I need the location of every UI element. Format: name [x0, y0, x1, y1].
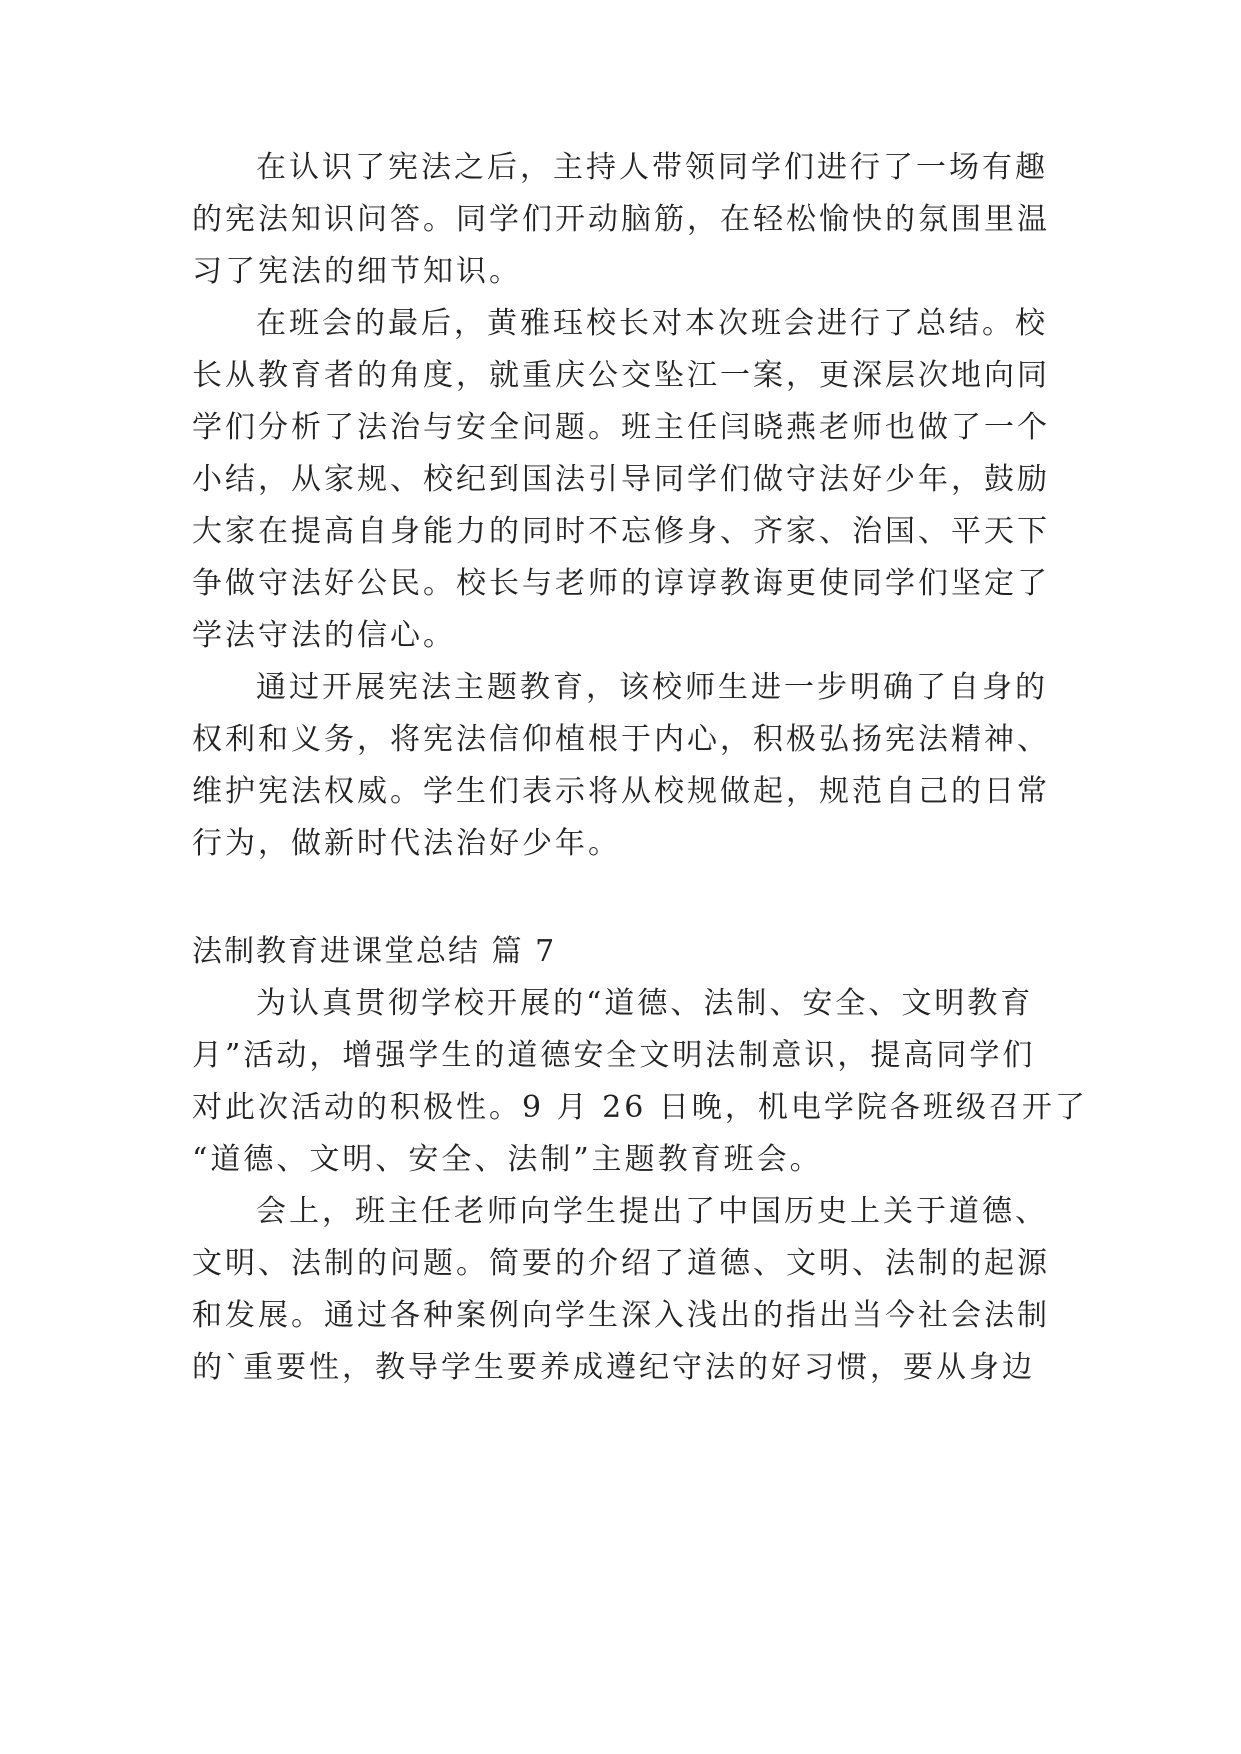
- paragraph-2-line-3: 学们分析了法治与安全问题。班主任闫晓燕老师也做了一个: [192, 410, 1050, 445]
- section-paragraph-1-line-3: 对此次活动的积极性。9 月 26 日晚，机电学院各班级召开了: [192, 1090, 1088, 1125]
- section-paragraph-2-line-3: 和发展。通过各种案例向学生深入浅出的指出当今社会法制: [192, 1298, 1050, 1333]
- paragraph-3-line-1: 通过开展宪法主题教育，该校师生进一步明确了自身的: [256, 670, 1048, 705]
- paragraph-2-line-1: 在班会的最后，黄雅珏校长对本次班会进行了总结。校: [256, 306, 1048, 341]
- paragraph-2-line-2: 长从教育者的角度，就重庆公交坠江一案，更深层次地向同: [192, 358, 1050, 393]
- paragraph-1-line-3: 习了宪法的细节知识。: [192, 254, 522, 289]
- section-paragraph-2-line-1: 会上，班主任老师向学生提出了中国历史上关于道德、: [256, 1194, 1048, 1229]
- section-paragraph-2-line-4: 的`重要性，教导学生要养成遵纪守法的好习惯，要从身边: [192, 1350, 1035, 1385]
- paragraph-3-line-2: 权利和义务，将宪法信仰植根于内心，积极弘扬宪法精神、: [192, 722, 1050, 757]
- section-heading: 法制教育进课堂总结 篇 7: [192, 934, 557, 969]
- paragraph-2-line-6: 争做守法好公民。校长与老师的谆谆教诲更使同学们坚定了: [192, 566, 1050, 601]
- paragraph-3-line-3: 维护宪法权威。学生们表示将从校规做起，规范自己的日常: [192, 774, 1050, 809]
- section-paragraph-1-line-2: 月”活动，增强学生的道德安全文明法制意识，提高同学们: [192, 1038, 1036, 1073]
- paragraph-2-line-7: 学法守法的信心。: [192, 618, 456, 653]
- paragraph-1-line-1: 在认识了宪法之后，主持人带领同学们进行了一场有趣: [256, 150, 1048, 185]
- section-paragraph-2-line-2: 文明、法制的问题。简要的介绍了道德、文明、法制的起源: [192, 1246, 1050, 1281]
- section-paragraph-1-line-1: 为认真贯彻学校开展的“道德、法制、安全、文明教育: [256, 986, 1034, 1021]
- paragraph-2-line-4: 小结，从家规、校纪到国法引导同学们做守法好少年，鼓励: [192, 462, 1050, 497]
- section-paragraph-1-line-4: “道德、文明、安全、法制”主题教育班会。: [192, 1142, 823, 1177]
- paragraph-1-line-2: 的宪法知识问答。同学们开动脑筋，在轻松愉快的氛围里温: [192, 202, 1050, 237]
- paragraph-3-line-4: 行为，做新时代法治好少年。: [192, 826, 621, 861]
- paragraph-2-line-5: 大家在提高自身能力的同时不忘修身、齐家、治国、平天下: [192, 514, 1050, 549]
